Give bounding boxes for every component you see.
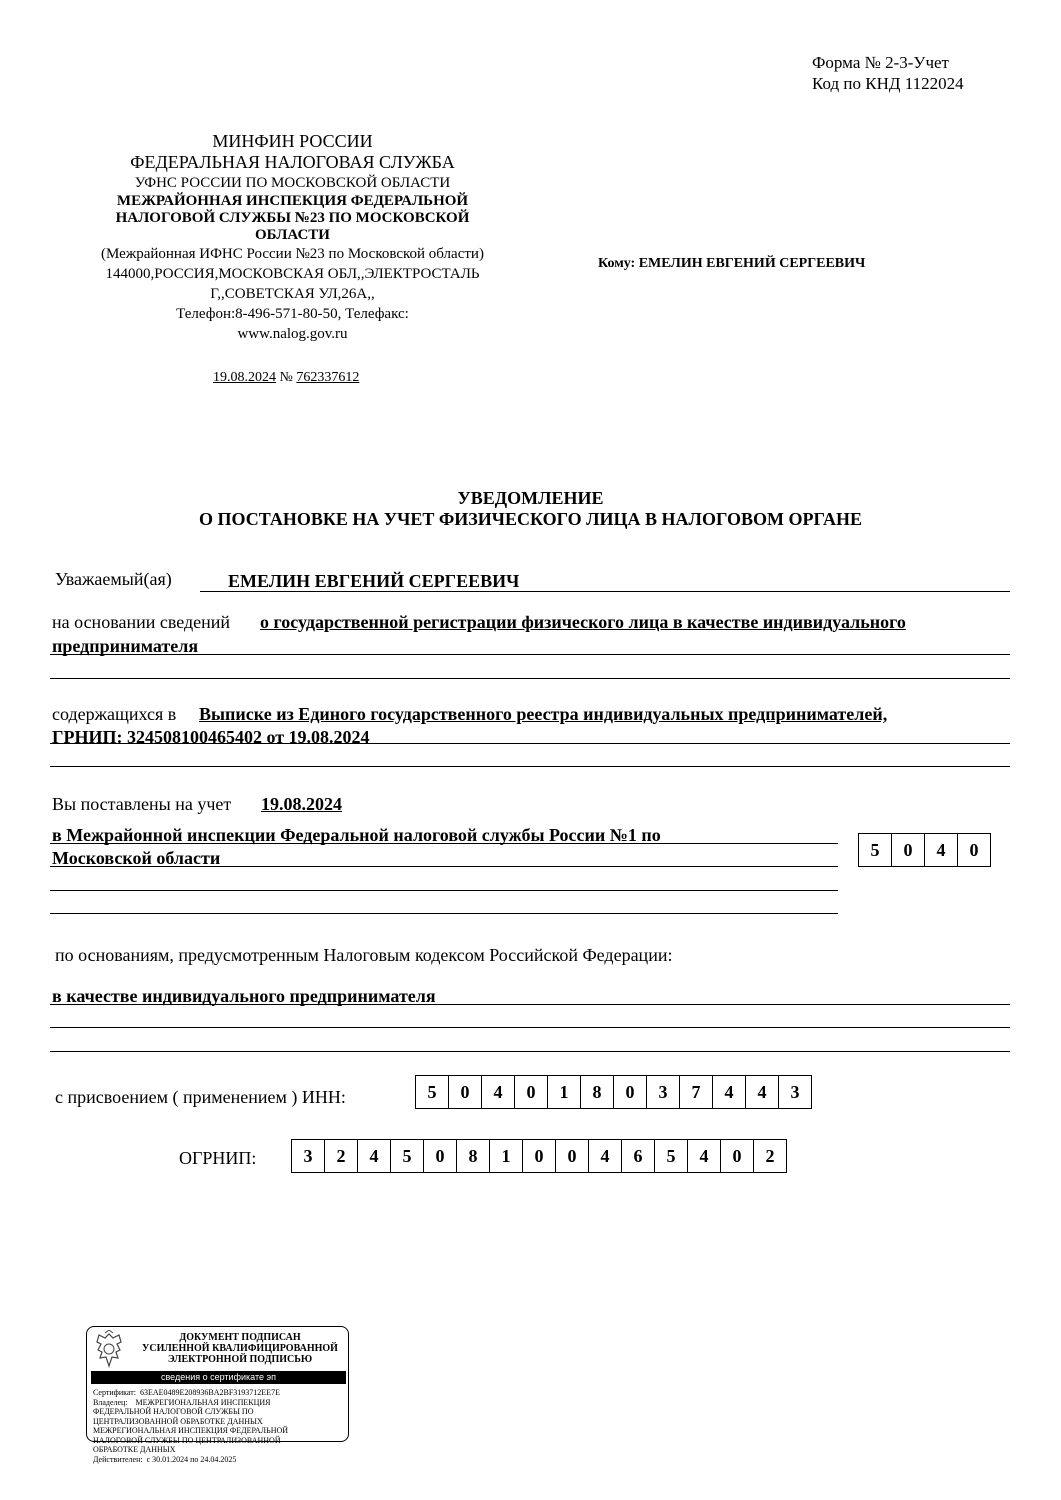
ogrnip-digit: 0 xyxy=(423,1139,457,1173)
basis-line2: предпринимателя xyxy=(52,636,199,656)
ogrnip-digit: 4 xyxy=(687,1139,721,1173)
registered-date: 19.08.2024 xyxy=(261,794,342,814)
ogrnip-boxes xyxy=(291,1139,787,1173)
authority-line2: Московской области xyxy=(52,848,221,868)
authority-code-digit: 0 xyxy=(957,833,991,867)
basis-line1: о государственной регистрации физического лица в качестве индивидуального xyxy=(260,612,906,632)
grounds-empty-line1 xyxy=(50,1027,1010,1028)
authority-code-digit: 4 xyxy=(924,833,958,867)
inn-digit: 8 xyxy=(580,1075,614,1109)
basis-label: на основании сведений xyxy=(52,612,231,632)
document-title xyxy=(0,488,1061,530)
grounds-label: по основаниям, предусмотренным Налоговым кодексом Российской Федерации: xyxy=(55,945,673,965)
title-line2: О ПОСТАНОВКЕ НА УЧЕТ ФИЗИЧЕСКОГО ЛИЦА В НАЛОГОВОМ ОРГАНЕ xyxy=(199,509,862,529)
owner-l6: ОБРАБОТКЕ ДАННЫХ xyxy=(93,1445,176,1454)
inn-digit: 4 xyxy=(481,1075,515,1109)
website: www.nalog.gov.ru xyxy=(237,326,348,342)
doc-reference xyxy=(213,370,359,386)
signature-stamp xyxy=(86,1326,349,1464)
inn-digit: 1 xyxy=(547,1075,581,1109)
ogrnip-digit: 5 xyxy=(654,1139,688,1173)
ogrnip-digit: 0 xyxy=(555,1139,589,1173)
title-line1: УВЕДОМЛЕНИЕ xyxy=(457,488,604,508)
inspection-l3: ОБЛАСТИ xyxy=(255,227,330,243)
ogrnip-label: ОГРНИП: xyxy=(179,1148,257,1168)
coat-of-arms-icon xyxy=(92,1330,126,1370)
owner-row xyxy=(93,1398,343,1408)
ogrnip-digit: 4 xyxy=(357,1139,391,1173)
form-info xyxy=(812,52,964,94)
source-empty-line xyxy=(50,766,1010,767)
ogrnip-digit: 3 xyxy=(291,1139,325,1173)
inn-label: с присвоением ( применением ) ИНН: xyxy=(55,1087,346,1107)
ogrnip-digit: 4 xyxy=(588,1139,622,1173)
authority-code-digit: 0 xyxy=(891,833,925,867)
grounds-empty-line2 xyxy=(50,1051,1010,1052)
stamp-head-l2: УСИЛЕННОЙ КВАЛИФИЦИРОВАННОЙ xyxy=(142,1343,338,1354)
registered-label: Вы поставлены на учет xyxy=(52,794,232,814)
authority-code-boxes xyxy=(858,833,991,867)
valid-label: Действителен: xyxy=(93,1454,143,1464)
inn-digit: 7 xyxy=(679,1075,713,1109)
phone: Телефон:8-496-571-80-50, Телефакс: xyxy=(176,306,409,322)
grounds-underline xyxy=(50,1004,1010,1005)
stamp-head-l1: ДОКУМЕНТ ПОДПИСАН xyxy=(179,1332,301,1343)
address-l1: 144000,РОССИЯ,МОСКОВСКАЯ ОБЛ,,ЭЛЕКТРОСТАЛЬ xyxy=(105,266,480,282)
ogrnip-digit: 8 xyxy=(456,1139,490,1173)
authority-empty-line1 xyxy=(50,890,838,891)
doc-date: 19.08.2024 xyxy=(213,370,276,385)
source-line2: ГРНИП: 324508100465402 от 19.08.2024 xyxy=(52,727,370,747)
inspection-l2: НАЛОГОВОЙ СЛУЖБЫ №23 ПО МОСКОВСКОЙ xyxy=(115,210,470,226)
ogrnip-digit: 5 xyxy=(390,1139,424,1173)
greeting-label: Уважаемый(ая) xyxy=(55,569,172,589)
valid-row xyxy=(93,1455,343,1465)
basis-line2-underline xyxy=(50,654,1010,655)
person-name: ЕМЕЛИН ЕВГЕНИЙ СЕРГЕЕВИЧ xyxy=(228,571,520,591)
ufns: УФНС РОССИИ ПО МОСКОВСКОЙ ОБЛАСТИ xyxy=(134,175,451,191)
source-line2-underline xyxy=(50,743,1010,744)
ogrnip-digit: 6 xyxy=(621,1139,655,1173)
authority-line2-underline xyxy=(50,866,838,867)
cert-row xyxy=(93,1388,343,1398)
inn-digit: 5 xyxy=(415,1075,449,1109)
cert-value: 63EAE0489E208936BA2BF3193712EE7E xyxy=(139,1388,280,1397)
inn-digit: 3 xyxy=(646,1075,680,1109)
service: ФЕДЕРАЛЬНАЯ НАЛОГОВАЯ СЛУЖБА xyxy=(130,152,455,172)
ogrnip-digit: 1 xyxy=(489,1139,523,1173)
inspection-l1: МЕЖРАЙОННАЯ ИНСПЕКЦИЯ ФЕДЕРАЛЬНОЙ xyxy=(116,193,469,209)
stamp-cert-bar: сведения о сертификате эп xyxy=(91,1371,346,1384)
inn-digit: 0 xyxy=(514,1075,548,1109)
authority-line1: в Межрайонной инспекции Федеральной налоговой службы России №1 по xyxy=(52,825,661,845)
stamp-head-l3: ЭЛЕКТРОННОЙ ПОДПИСЬЮ xyxy=(167,1354,313,1365)
basis-empty-line xyxy=(50,678,1010,679)
inn-boxes xyxy=(415,1075,812,1109)
form-number: Форма № 2-3-Учет xyxy=(812,53,949,72)
owner-l3: ЦЕНТРАЛИЗОВАННОЙ ОБРАБОТКЕ ДАННЫХ xyxy=(93,1416,263,1426)
inn-digit: 4 xyxy=(712,1075,746,1109)
knd-code: Код по КНД 1122024 xyxy=(812,74,964,93)
ministry: МИНФИН РОССИИ xyxy=(212,131,373,151)
authority-code-digit: 5 xyxy=(858,833,892,867)
ogrnip-digit: 0 xyxy=(522,1139,556,1173)
source-line1: Выписке из Единого государственного реестра индивидуальных предпринимателей, xyxy=(199,704,888,724)
stamp-heading xyxy=(135,1332,345,1365)
inn-digit: 4 xyxy=(745,1075,779,1109)
inn-digit: 0 xyxy=(613,1075,647,1109)
sender-block xyxy=(80,131,505,344)
doc-number: 762337612 xyxy=(296,370,360,385)
ogrnip-digit: 2 xyxy=(324,1139,358,1173)
grounds-value: в качестве индивидуального предпринимателя xyxy=(52,986,436,1006)
ogrnip-digit: 2 xyxy=(753,1139,787,1173)
stamp-cert-details xyxy=(93,1388,343,1464)
authority-empty-line2 xyxy=(50,913,838,914)
owner-label: Владелец: xyxy=(93,1397,128,1407)
owner-l1: МЕЖРЕГИОНАЛЬНАЯ ИНСПЕКЦИЯ xyxy=(135,1397,271,1407)
authority-line1-underline xyxy=(50,843,838,844)
valid-value: с 30.01.2024 по 24.04.2025 xyxy=(146,1454,237,1464)
name-underline xyxy=(200,591,1010,592)
owner-l5: НАЛОГОВОЙ СЛУЖБЫ ПО ЦЕНТРАЛИЗОВАННОЙ xyxy=(93,1435,281,1445)
contained-label: содержащихся в xyxy=(52,704,177,724)
address-l2: Г,,СОВЕТСКАЯ УЛ,26А,, xyxy=(210,286,375,302)
owner-l2: ФЕДЕРАЛЬНОЙ НАЛОГОВОЙ СЛУЖБЫ ПО xyxy=(93,1407,254,1416)
short-name: (Межрайонная ИФНС России №23 по Московской области) xyxy=(101,246,484,262)
doc-number-sign: № xyxy=(279,370,293,385)
cert-label: Сертификат: xyxy=(93,1388,136,1397)
ogrnip-digit: 0 xyxy=(720,1139,754,1173)
recipient: Кому: ЕМЕЛИН ЕВГЕНИЙ СЕРГЕЕВИЧ xyxy=(598,256,866,271)
owner-l4: МЕЖРЕГИОНАЛЬНАЯ ИНСПЕКЦИЯ ФЕДЕРАЛЬНОЙ xyxy=(93,1426,289,1435)
inn-digit: 3 xyxy=(778,1075,812,1109)
inn-digit: 0 xyxy=(448,1075,482,1109)
